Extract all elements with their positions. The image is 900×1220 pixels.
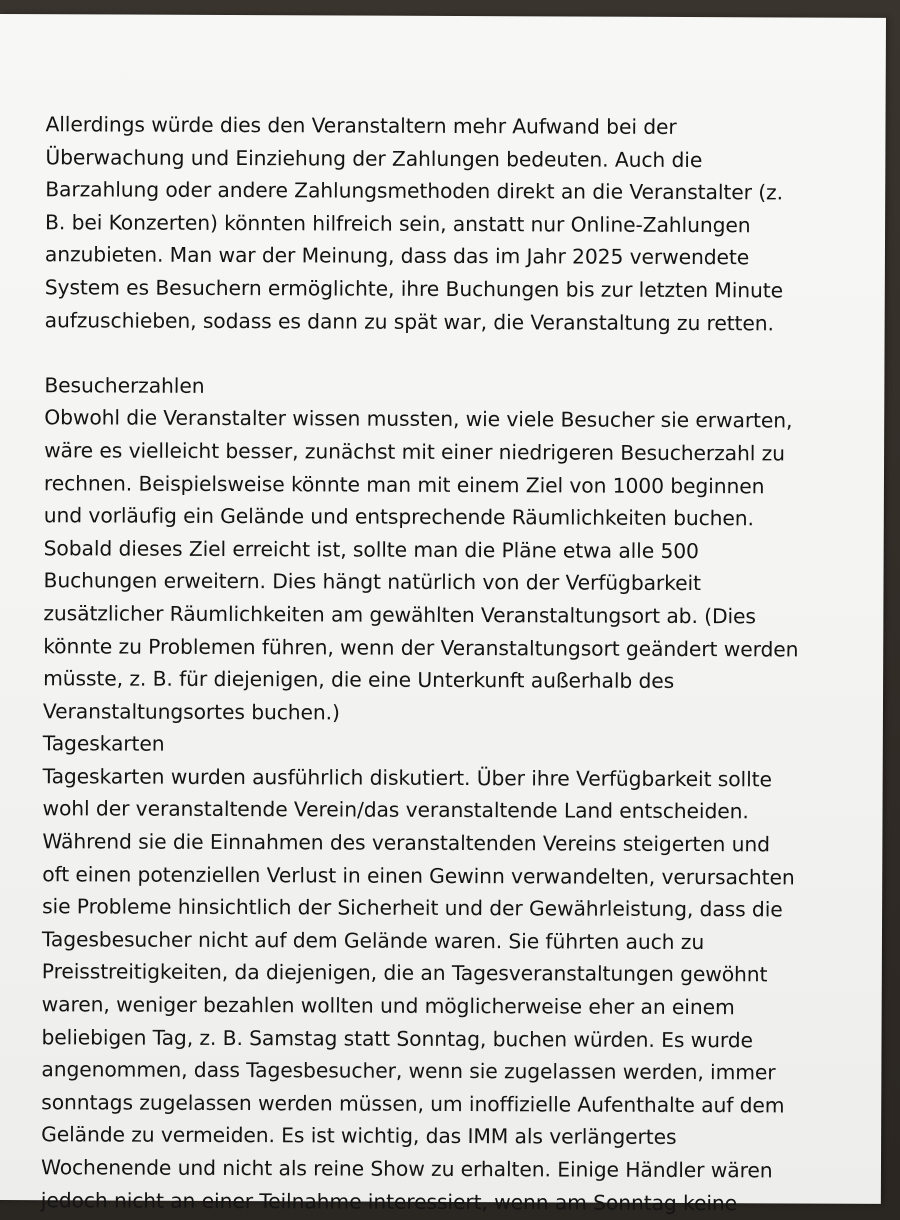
text-line: Gelände zu vermeiden. Es ist wichtig, das IMM als verlängertes	[41, 1122, 677, 1150]
text-line: sie Probleme hinsichtlich der Sicherheit und der Gewährleistung, dass die	[42, 894, 783, 922]
text-line: Während sie die Einnahmen des veranstaltenden Vereins steigerten und	[42, 829, 771, 857]
text-line: angenommen, dass Tagesbesucher, wenn sie zugelassen werden, immer	[41, 1057, 776, 1085]
paragraph-besucherzahlen	[43, 402, 844, 731]
text-line: B. bei Konzerten) könnten hilfreich sein, anstatt nur Online-Zahlungen	[45, 209, 751, 238]
text-line: Allerdings würde dies den Veranstaltern mehr Aufwand bei der	[45, 112, 677, 139]
paragraph-spacer	[44, 336, 844, 372]
text-line: Wochenende und nicht als reine Show zu erhalten. Einige Händler wären	[40, 1155, 773, 1183]
text-line: oft einen potenziellen Verlust in einen Gewinn verwandelten, verursachten	[42, 861, 795, 890]
text-line: jedoch nicht an einer Teilnahme interessiert, wenn am Sonntag keine	[40, 1187, 738, 1215]
text-line: rechnen. Beispielsweise könnte man mit einem Ziel von 1000 beginnen	[43, 470, 765, 498]
paragraph-tageskarten	[41, 760, 843, 1220]
text-line: Überwachung und Einziehung der Zahlungen bedeuten. Auch die	[45, 144, 703, 172]
text-line: Obwohl die Veranstalter wissen mussten, wie viele Besucher sie erwarten,	[44, 405, 793, 433]
paragraph-intro	[45, 108, 846, 340]
text-line: Veranstaltungsortes buchen.)	[42, 698, 340, 725]
text-line: Sobald dieses Ziel erreicht ist, sollte man die Pläne etwa alle 500	[43, 535, 699, 563]
text-line: könnte zu Problemen führen, wenn der Veranstaltungsort geändert werden	[43, 633, 799, 661]
text-line: müsste, z. B. für diejenigen, die eine Unterkunft außerhalb des	[43, 666, 675, 694]
text-line: Tagesbesucher nicht auf dem Gelände waren. Sie führten auch zu	[41, 927, 705, 954]
text-line: wohl der veranstaltende Verein/das veranstaltende Land entscheiden.	[42, 796, 749, 824]
section-heading-tageskarten: Tageskarten	[42, 731, 165, 757]
text-line: Buchungen erweitern. Dies hängt natürlich von der Verfügbarkeit	[43, 568, 701, 596]
text-line: Tageskarten wurden ausführlich diskutiert. Über ihre Verfügbarkeit sollte	[42, 764, 772, 792]
text-line: anzubieten. Man war der Meinung, dass das im Jahr 2025 verwendete	[44, 242, 750, 270]
text-line: sonntags zugelassen werden müssen, um inoffizielle Aufenthalte auf dem	[41, 1090, 785, 1118]
text-line: Preisstreitigkeiten, da diejenigen, die an Tagesveranstaltungen gewöhnt	[41, 959, 768, 987]
document-text	[41, 108, 846, 1220]
text-line: System es Besuchern ermöglichte, ihre Buchungen bis zur letzten Minute	[44, 275, 784, 303]
text-line: zusätzlicher Räumlichkeiten am gewählten Veranstaltungsort ab. (Dies	[43, 601, 756, 629]
text-line: und vorläufig ein Gelände und entsprechende Räumlichkeiten buchen.	[43, 503, 754, 531]
text-line: wäre es vielleicht besser, zunächst mit einer niedrigeren Besucherzahl zu	[44, 438, 786, 466]
text-line: waren, weniger bezahlen wollten und möglicherweise eher an einem	[41, 992, 735, 1020]
text-line: beliebigen Tag, z. B. Samstag statt Sonntag, buchen würden. Es wurde	[41, 1024, 754, 1052]
text-line: Barzahlung oder andere Zahlungsmethoden direkt an die Veranstalter (z.	[45, 177, 783, 205]
text-line: aufzuschieben, sodass es dann zu spät war, die Veranstaltung zu retten.	[44, 307, 774, 335]
section-heading-besucherzahlen: Besucherzahlen	[44, 372, 205, 398]
document-page	[0, 14, 886, 1215]
